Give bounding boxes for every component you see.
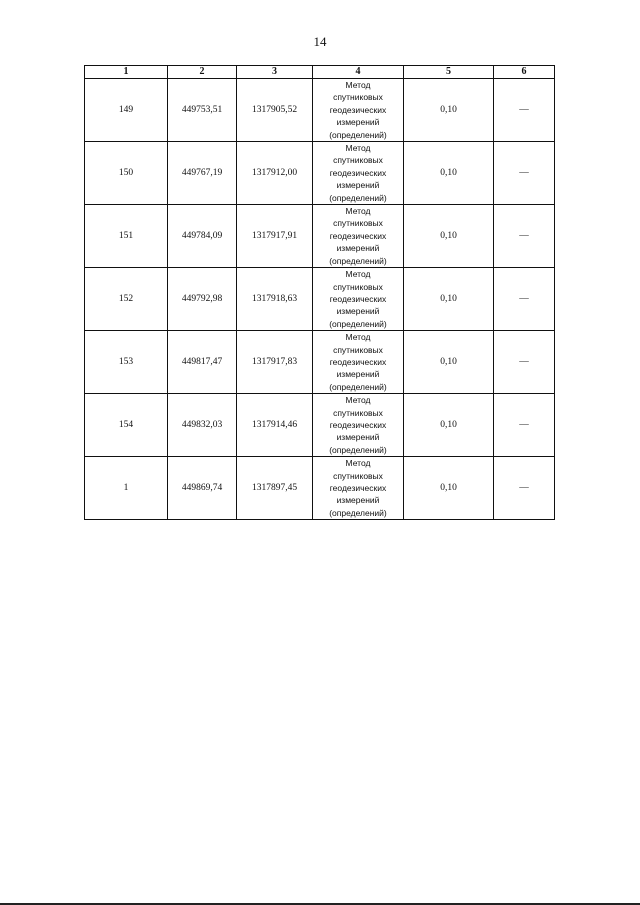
method-line: измерений	[336, 243, 380, 254]
method-cell	[313, 268, 404, 331]
x-coordinate-cell: 449869,74	[168, 457, 237, 520]
method-line: Метод	[345, 269, 371, 280]
y-coordinate-cell: 1317905,52	[237, 79, 313, 142]
y-coordinate-cell: 1317912,00	[237, 142, 313, 205]
method-line: Метод	[345, 143, 371, 154]
method-line: (определений)	[329, 318, 387, 329]
point-number-cell: 151	[85, 205, 168, 268]
method-line: Метод	[345, 206, 371, 217]
x-coordinate-cell: 449817,47	[168, 331, 237, 394]
method-line: геодезических	[329, 167, 387, 178]
method-cell	[313, 394, 404, 457]
accuracy-cell: 0,10	[404, 268, 494, 331]
note-cell: —	[494, 268, 555, 331]
accuracy-cell: 0,10	[404, 457, 494, 520]
method-cell	[313, 142, 404, 205]
method-line: (определений)	[329, 444, 387, 455]
column-header-5: 5	[404, 66, 494, 79]
table-row	[85, 331, 555, 394]
method-line: измерений	[336, 180, 380, 191]
method-line: (определений)	[329, 507, 387, 518]
y-coordinate-cell: 1317917,83	[237, 331, 313, 394]
method-line: спутниковых	[333, 218, 383, 229]
method-cell	[313, 331, 404, 394]
y-coordinate-cell: 1317917,91	[237, 205, 313, 268]
method-cell	[313, 205, 404, 268]
column-header-1: 1	[85, 66, 168, 79]
point-number-cell: 1	[85, 457, 168, 520]
method-line: измерений	[336, 306, 380, 317]
method-cell	[313, 457, 404, 520]
accuracy-cell: 0,10	[404, 142, 494, 205]
column-header-4: 4	[313, 66, 404, 79]
note-cell: —	[494, 79, 555, 142]
method-line: геодезических	[329, 104, 387, 115]
table-row	[85, 394, 555, 457]
point-number-cell: 152	[85, 268, 168, 331]
note-cell: —	[494, 394, 555, 457]
method-line: спутниковых	[333, 155, 383, 166]
method-line: Метод	[345, 458, 371, 469]
table-row	[85, 79, 555, 142]
point-number-cell: 150	[85, 142, 168, 205]
method-line: (определений)	[329, 381, 387, 392]
method-line: спутниковых	[333, 470, 383, 481]
x-coordinate-cell: 449767,19	[168, 142, 237, 205]
point-number-cell: 149	[85, 79, 168, 142]
method-line: измерений	[336, 117, 380, 128]
header-row	[85, 66, 555, 79]
method-cell	[313, 79, 404, 142]
method-line: измерений	[336, 369, 380, 380]
column-header-3: 3	[237, 66, 313, 79]
table-row	[85, 142, 555, 205]
note-cell: —	[494, 142, 555, 205]
x-coordinate-cell: 449832,03	[168, 394, 237, 457]
x-coordinate-cell: 449753,51	[168, 79, 237, 142]
note-cell: —	[494, 331, 555, 394]
column-header-2: 2	[168, 66, 237, 79]
method-line: Метод	[345, 80, 371, 90]
y-coordinate-cell: 1317914,46	[237, 394, 313, 457]
table-row	[85, 268, 555, 331]
method-line: Метод	[345, 332, 371, 343]
note-cell: —	[494, 205, 555, 268]
method-line: (определений)	[329, 129, 387, 140]
y-coordinate-cell: 1317918,63	[237, 268, 313, 331]
method-line: спутниковых	[333, 281, 383, 292]
accuracy-cell: 0,10	[404, 394, 494, 457]
table-row	[85, 457, 555, 520]
table-row	[85, 205, 555, 268]
page-number: 14	[313, 34, 327, 49]
method-line: геодезических	[329, 483, 387, 493]
method-line: (определений)	[329, 192, 387, 203]
accuracy-cell: 0,10	[404, 205, 494, 268]
method-line: Метод	[345, 395, 371, 406]
method-line: спутниковых	[333, 407, 383, 418]
x-coordinate-cell: 449784,09	[168, 205, 237, 268]
coordinates-table	[84, 65, 555, 520]
method-line: измерений	[336, 432, 380, 443]
method-line: измерений	[336, 495, 380, 506]
method-line: спутниковых	[333, 344, 383, 355]
x-coordinate-cell: 449792,98	[168, 268, 237, 331]
accuracy-cell: 0,10	[404, 331, 494, 394]
method-line: геодезических	[329, 293, 387, 304]
method-line: геодезических	[329, 356, 387, 367]
method-line: спутниковых	[333, 92, 383, 103]
accuracy-cell: 0,10	[404, 79, 494, 142]
point-number-cell: 154	[85, 394, 168, 457]
y-coordinate-cell: 1317897,45	[237, 457, 313, 520]
note-cell: —	[494, 457, 555, 520]
method-line: (определений)	[329, 255, 387, 266]
method-line: геодезических	[329, 419, 387, 430]
point-number-cell: 153	[85, 331, 168, 394]
column-header-6: 6	[494, 66, 555, 79]
method-line: геодезических	[329, 230, 387, 241]
